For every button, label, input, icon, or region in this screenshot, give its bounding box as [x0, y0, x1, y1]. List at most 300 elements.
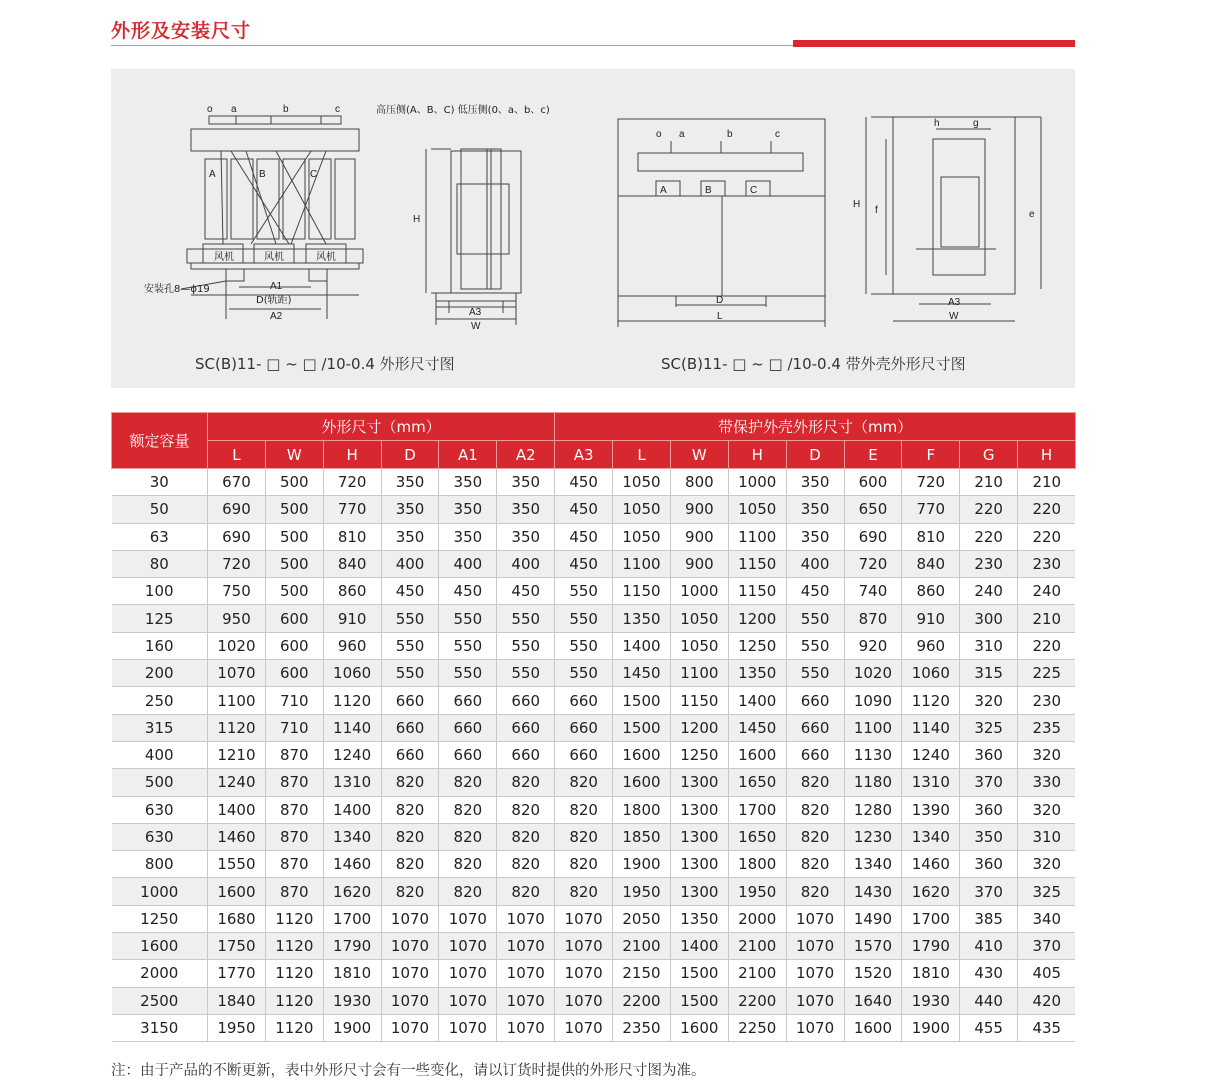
table-row [112, 496, 1076, 523]
rated-capacity-cell: 50 [112, 496, 208, 523]
dimension-cell: 325 [1018, 878, 1076, 905]
rated-capacity-cell: 1600 [112, 933, 208, 960]
dimension-cell: 1600 [613, 741, 671, 768]
dimension-cell: 550 [497, 660, 555, 687]
label-A2: A2 [270, 311, 283, 322]
dimension-cell: 2100 [728, 960, 786, 987]
table-row [112, 578, 1076, 605]
dimension-cell: 1250 [728, 632, 786, 659]
dimension-cell: 350 [381, 496, 439, 523]
dimension-cell: 1060 [902, 660, 960, 687]
dimension-cell: 1070 [786, 960, 844, 987]
dimension-cell: 740 [844, 578, 902, 605]
dimension-cell: 1310 [323, 769, 381, 796]
head-outline-dims: 外形尺寸（mm） [208, 413, 555, 441]
dimension-cell: 1950 [613, 878, 671, 905]
dimension-cell: 1340 [323, 823, 381, 850]
dimension-cell: 900 [670, 550, 728, 577]
dimension-cell: 1070 [497, 905, 555, 932]
dimension-cell: 600 [265, 605, 323, 632]
label-enc-D: D [716, 295, 724, 306]
dimension-cell: 210 [1018, 605, 1076, 632]
dimension-cell: 820 [497, 796, 555, 823]
dimension-cell: 1390 [902, 796, 960, 823]
rated-capacity-cell: 200 [112, 660, 208, 687]
dimension-cell: 220 [960, 496, 1018, 523]
dimension-cell: 710 [265, 687, 323, 714]
label-mount-hole: 安装孔8—ϕ19 [144, 284, 210, 295]
dimension-cell: 225 [1018, 660, 1076, 687]
dimension-cell: 720 [208, 550, 266, 577]
dimension-cell: 430 [960, 960, 1018, 987]
dimension-cell: 1070 [381, 987, 439, 1014]
dimension-cell: 840 [323, 550, 381, 577]
dimension-cell: 660 [439, 741, 497, 768]
column-header: G [960, 441, 1018, 469]
label-hv-lv: 高压侧(A、B、C) 低压侧(0、a、b、c) [376, 105, 550, 116]
dimension-cell: 1280 [844, 796, 902, 823]
dimension-cell: 910 [323, 605, 381, 632]
dimension-cell: 1200 [728, 605, 786, 632]
table-row [112, 987, 1076, 1014]
dimension-cell: 410 [960, 933, 1018, 960]
label-e: e [1029, 209, 1035, 220]
dimension-cell: 1750 [208, 933, 266, 960]
dimension-cell: 820 [555, 796, 613, 823]
rated-capacity-cell: 500 [112, 769, 208, 796]
dimension-cell: 450 [555, 496, 613, 523]
dimension-cell: 820 [381, 769, 439, 796]
dimension-cell: 500 [265, 578, 323, 605]
rated-capacity-cell: 800 [112, 851, 208, 878]
dimension-cell: 320 [1018, 796, 1076, 823]
dimension-cell: 1150 [728, 578, 786, 605]
dimension-cell: 400 [381, 550, 439, 577]
dimension-cell: 1070 [786, 905, 844, 932]
dimension-cell: 2250 [728, 1014, 786, 1041]
dimension-cell: 220 [960, 523, 1018, 550]
dimension-cell: 1700 [323, 905, 381, 932]
dimension-cell: 1950 [208, 1014, 266, 1041]
column-header: A1 [439, 441, 497, 469]
column-header: H [323, 441, 381, 469]
dimension-cell: 550 [786, 632, 844, 659]
label-g: g [973, 118, 979, 129]
caption-right: SC(B)11- □ ~ □ /10-0.4 带外壳外形尺寸图 [661, 355, 966, 373]
label-o: o [207, 104, 213, 115]
dimension-cell: 1700 [902, 905, 960, 932]
dimension-cell: 1790 [323, 933, 381, 960]
dimension-cell: 870 [265, 796, 323, 823]
dimension-cell: 1100 [728, 523, 786, 550]
dimension-cell: 820 [381, 878, 439, 905]
dimension-cell: 1070 [497, 1014, 555, 1041]
dimension-cell: 1400 [728, 687, 786, 714]
dimension-cell: 690 [208, 523, 266, 550]
dimension-cell: 1070 [555, 933, 613, 960]
dimension-cell: 550 [439, 605, 497, 632]
dimension-cell: 1070 [555, 960, 613, 987]
dimension-cell: 1700 [728, 796, 786, 823]
dimension-cell: 1240 [902, 741, 960, 768]
dimension-cell: 660 [555, 741, 613, 768]
dimension-cell: 840 [902, 550, 960, 577]
dimension-cell: 320 [960, 687, 1018, 714]
column-header: D [786, 441, 844, 469]
dimension-cell: 1100 [670, 660, 728, 687]
dimension-cell: 1620 [323, 878, 381, 905]
dimension-cell: 1050 [670, 632, 728, 659]
label-fan-1: 风机 [214, 252, 234, 263]
dimension-cell: 600 [844, 469, 902, 496]
dimension-cell: 900 [670, 496, 728, 523]
dimension-cell: 1680 [208, 905, 266, 932]
label-phase-B: B [259, 169, 266, 180]
dimension-cell: 800 [670, 469, 728, 496]
dimension-cell: 420 [1018, 987, 1076, 1014]
dimension-cell: 1120 [323, 687, 381, 714]
label-a: a [231, 104, 237, 115]
dimension-cell: 1050 [728, 496, 786, 523]
column-header: W [670, 441, 728, 469]
dimension-cell: 1070 [497, 960, 555, 987]
dimension-cell: 350 [497, 469, 555, 496]
dimension-cell: 1400 [323, 796, 381, 823]
dimension-cell: 1060 [323, 660, 381, 687]
dimension-cell: 550 [555, 660, 613, 687]
caption-left: SC(B)11- □ ~ □ /10-0.4 外形尺寸图 [195, 355, 455, 373]
dimension-cell: 900 [670, 523, 728, 550]
dimension-cell: 1400 [670, 933, 728, 960]
dimension-cell: 1070 [555, 987, 613, 1014]
dimension-cell: 1340 [902, 823, 960, 850]
dimension-cell: 330 [1018, 769, 1076, 796]
footnote: 注：由于产品的不断更新，表中外形尺寸会有一些变化，请以订货时提供的外形尺寸图为准。 [111, 1063, 706, 1079]
dimension-cell: 550 [497, 632, 555, 659]
dimension-cell: 235 [1018, 714, 1076, 741]
dimension-cell: 1050 [613, 496, 671, 523]
dimension-cell: 1070 [381, 960, 439, 987]
label-enc-B: B [705, 185, 712, 196]
dimension-cell: 210 [1018, 469, 1076, 496]
dimension-cell: 2150 [613, 960, 671, 987]
dimension-cell: 1770 [208, 960, 266, 987]
table-row [112, 851, 1076, 878]
dimension-cell: 1800 [728, 851, 786, 878]
dimension-cell: 230 [1018, 550, 1076, 577]
dimension-cell: 1400 [613, 632, 671, 659]
dimension-cell: 400 [786, 550, 844, 577]
dimension-cell: 690 [208, 496, 266, 523]
dimension-cell: 440 [960, 987, 1018, 1014]
dimension-cell: 660 [786, 714, 844, 741]
dimension-cell: 2050 [613, 905, 671, 932]
dimension-cell: 910 [902, 605, 960, 632]
dimension-cell: 1840 [208, 987, 266, 1014]
dimension-cell: 1650 [728, 769, 786, 796]
label-fan-2: 风机 [264, 252, 284, 263]
dimension-cell: 1070 [381, 933, 439, 960]
head-enclosure-dims: 带保护外壳外形尺寸（mm） [555, 413, 1076, 441]
dimension-cell: 810 [902, 523, 960, 550]
label-enc-c: c [775, 129, 780, 140]
dimension-cell: 1130 [844, 741, 902, 768]
rated-capacity-cell: 400 [112, 741, 208, 768]
rated-capacity-cell: 160 [112, 632, 208, 659]
dimension-cell: 2200 [613, 987, 671, 1014]
dimension-cell: 820 [381, 851, 439, 878]
dimension-cell: 820 [497, 823, 555, 850]
dimension-cell: 350 [786, 469, 844, 496]
dimension-cell: 450 [555, 523, 613, 550]
head-rated-capacity: 额定容量 [112, 413, 208, 469]
dimension-cell: 550 [555, 578, 613, 605]
dimension-cell: 2100 [613, 933, 671, 960]
column-header: F [902, 441, 960, 469]
rated-capacity-cell: 630 [112, 796, 208, 823]
dimension-cell: 1350 [728, 660, 786, 687]
dimension-cell: 230 [960, 550, 1018, 577]
dimension-cell: 320 [1018, 741, 1076, 768]
dimension-cell: 450 [497, 578, 555, 605]
dimension-cell: 315 [960, 660, 1018, 687]
dimension-cell: 1070 [555, 1014, 613, 1041]
column-header: L [208, 441, 266, 469]
dimension-cell: 320 [1018, 851, 1076, 878]
dimension-cell: 820 [786, 851, 844, 878]
dimension-cell: 1450 [613, 660, 671, 687]
dimension-cell: 450 [555, 550, 613, 577]
dimension-cell: 1800 [613, 796, 671, 823]
dimension-cell: 1430 [844, 878, 902, 905]
dimension-cell: 660 [786, 741, 844, 768]
table-body [112, 469, 1076, 1042]
dimension-cell: 1050 [613, 469, 671, 496]
dimension-cell: 920 [844, 632, 902, 659]
dimension-cell: 1120 [265, 905, 323, 932]
dimension-cell: 300 [960, 605, 1018, 632]
dimension-cell: 860 [902, 578, 960, 605]
dimension-cell: 1340 [844, 851, 902, 878]
dimension-cell: 1250 [670, 741, 728, 768]
dimension-cell: 660 [381, 741, 439, 768]
dimension-cell: 820 [439, 796, 497, 823]
label-c: c [335, 104, 340, 115]
rated-capacity-cell: 3150 [112, 1014, 208, 1041]
dimension-cell: 220 [1018, 632, 1076, 659]
dimension-cell: 325 [960, 714, 1018, 741]
dimension-cell: 1850 [613, 823, 671, 850]
dimension-cell: 660 [555, 714, 613, 741]
dimension-cell: 660 [439, 687, 497, 714]
dimension-cell: 350 [381, 523, 439, 550]
dimension-cell: 550 [555, 632, 613, 659]
label-phase-C: C [310, 169, 318, 180]
dimension-cell: 1650 [728, 823, 786, 850]
dimension-cell: 1900 [323, 1014, 381, 1041]
dimension-cell: 2000 [728, 905, 786, 932]
dimension-cell: 1240 [323, 741, 381, 768]
table-row [112, 1014, 1076, 1041]
dimension-cell: 820 [439, 769, 497, 796]
dimension-cell: 870 [265, 823, 323, 850]
table-row [112, 632, 1076, 659]
dimension-cell: 455 [960, 1014, 1018, 1041]
dimension-cell: 1070 [497, 933, 555, 960]
label-f: f [875, 205, 878, 216]
dimension-cell: 820 [497, 851, 555, 878]
dimension-cell: 1790 [902, 933, 960, 960]
dimension-cell: 1900 [902, 1014, 960, 1041]
dimension-cell: 950 [208, 605, 266, 632]
title-accent-bar [793, 40, 1075, 47]
dimension-cell: 1460 [323, 851, 381, 878]
dimension-cell: 870 [844, 605, 902, 632]
dimension-cell: 1600 [670, 1014, 728, 1041]
dimension-cell: 1450 [728, 714, 786, 741]
dimension-cell: 1120 [265, 987, 323, 1014]
dimension-cell: 350 [381, 469, 439, 496]
dimension-cell: 1460 [208, 823, 266, 850]
dimension-cell: 1620 [902, 878, 960, 905]
label-enc-L: L [717, 311, 723, 322]
section-title: 外形及安装尺寸 [111, 20, 252, 42]
dimension-cell: 1150 [670, 687, 728, 714]
dimension-cell: 1070 [786, 987, 844, 1014]
label-W: W [471, 321, 481, 332]
dimension-cell: 350 [439, 523, 497, 550]
dimension-cell: 220 [1018, 496, 1076, 523]
dimension-cell: 450 [439, 578, 497, 605]
dimension-cell: 500 [265, 469, 323, 496]
dimension-cell: 370 [960, 878, 1018, 905]
label-enc-b: b [727, 129, 733, 140]
dimension-cell: 660 [381, 687, 439, 714]
dimension-cell: 1070 [786, 933, 844, 960]
dimension-cell: 1240 [208, 769, 266, 796]
label-h: h [934, 118, 940, 129]
dimension-cell: 1050 [670, 605, 728, 632]
dimension-cell: 220 [1018, 523, 1076, 550]
table-row [112, 687, 1076, 714]
dimension-cell: 1120 [265, 933, 323, 960]
dimension-cell: 1100 [844, 714, 902, 741]
dimension-cell: 820 [381, 823, 439, 850]
dimension-cell: 1300 [670, 796, 728, 823]
dimension-cell: 1460 [902, 851, 960, 878]
dimension-cell: 1070 [439, 933, 497, 960]
dimension-cell: 310 [1018, 823, 1076, 850]
dimension-cell: 600 [265, 660, 323, 687]
dimension-cell: 350 [439, 496, 497, 523]
dimension-cell: 1070 [439, 987, 497, 1014]
table-row [112, 660, 1076, 687]
dimension-cell: 1300 [670, 878, 728, 905]
dimension-cell: 820 [555, 851, 613, 878]
dimension-cell: 1640 [844, 987, 902, 1014]
dimension-cell: 350 [786, 523, 844, 550]
dimension-cell: 1500 [670, 960, 728, 987]
dimension-cell: 405 [1018, 960, 1076, 987]
rated-capacity-cell: 100 [112, 578, 208, 605]
dimension-cell: 660 [439, 714, 497, 741]
label-b: b [283, 104, 289, 115]
dimension-cell: 660 [555, 687, 613, 714]
label-enc-H: H [853, 199, 861, 210]
column-header: H [1018, 441, 1076, 469]
dimension-cell: 1000 [728, 469, 786, 496]
dimension-cell: 370 [1018, 933, 1076, 960]
dimension-cell: 550 [381, 660, 439, 687]
dimension-cell: 1120 [265, 1014, 323, 1041]
dimension-cell: 820 [786, 878, 844, 905]
dimension-cell: 1140 [323, 714, 381, 741]
table-row [112, 933, 1076, 960]
label-enc-o: o [656, 129, 662, 140]
table-row [112, 823, 1076, 850]
column-header: A3 [555, 441, 613, 469]
dimension-cell: 660 [497, 714, 555, 741]
dimension-cell: 210 [960, 469, 1018, 496]
table-row [112, 960, 1076, 987]
rated-capacity-cell: 315 [112, 714, 208, 741]
rated-capacity-cell: 250 [112, 687, 208, 714]
label-A3: A3 [469, 307, 482, 318]
dimension-cell: 550 [439, 632, 497, 659]
side-view-drawing [426, 149, 521, 325]
dimension-cell: 500 [265, 550, 323, 577]
dimension-cell: 720 [844, 550, 902, 577]
dimension-cell: 1140 [902, 714, 960, 741]
dimension-cell: 1600 [208, 878, 266, 905]
dimension-cell: 2200 [728, 987, 786, 1014]
dimension-cell: 1070 [786, 1014, 844, 1041]
dimension-cell: 1490 [844, 905, 902, 932]
dimension-cell: 230 [1018, 687, 1076, 714]
dimension-cell: 1930 [323, 987, 381, 1014]
dimension-cell: 1150 [728, 550, 786, 577]
dimension-cell: 550 [381, 632, 439, 659]
table-row [112, 523, 1076, 550]
dimension-cell: 1070 [439, 905, 497, 932]
dimension-cell: 310 [960, 632, 1018, 659]
dimension-cell: 1810 [323, 960, 381, 987]
dimension-cell: 340 [1018, 905, 1076, 932]
dimension-cell: 1600 [844, 1014, 902, 1041]
dimension-cell: 660 [381, 714, 439, 741]
dimension-cell: 820 [555, 769, 613, 796]
dimension-cell: 720 [902, 469, 960, 496]
dimension-table [111, 412, 1076, 1042]
dimension-cell: 1020 [844, 660, 902, 687]
dimension-cell: 1070 [208, 660, 266, 687]
dimension-cell: 820 [786, 823, 844, 850]
dimension-cell: 660 [497, 687, 555, 714]
dimension-cell: 870 [265, 851, 323, 878]
label-enc-A3: A3 [948, 297, 961, 308]
dimension-cell: 820 [786, 769, 844, 796]
rated-capacity-cell: 30 [112, 469, 208, 496]
dimension-cell: 660 [497, 741, 555, 768]
dimension-cell: 1900 [613, 851, 671, 878]
dimension-cell: 1150 [613, 578, 671, 605]
dimension-cell: 1310 [902, 769, 960, 796]
dimension-cell: 550 [439, 660, 497, 687]
rated-capacity-cell: 630 [112, 823, 208, 850]
table-row [112, 905, 1076, 932]
dimension-drawings-panel [111, 69, 1075, 388]
rated-capacity-cell: 1250 [112, 905, 208, 932]
